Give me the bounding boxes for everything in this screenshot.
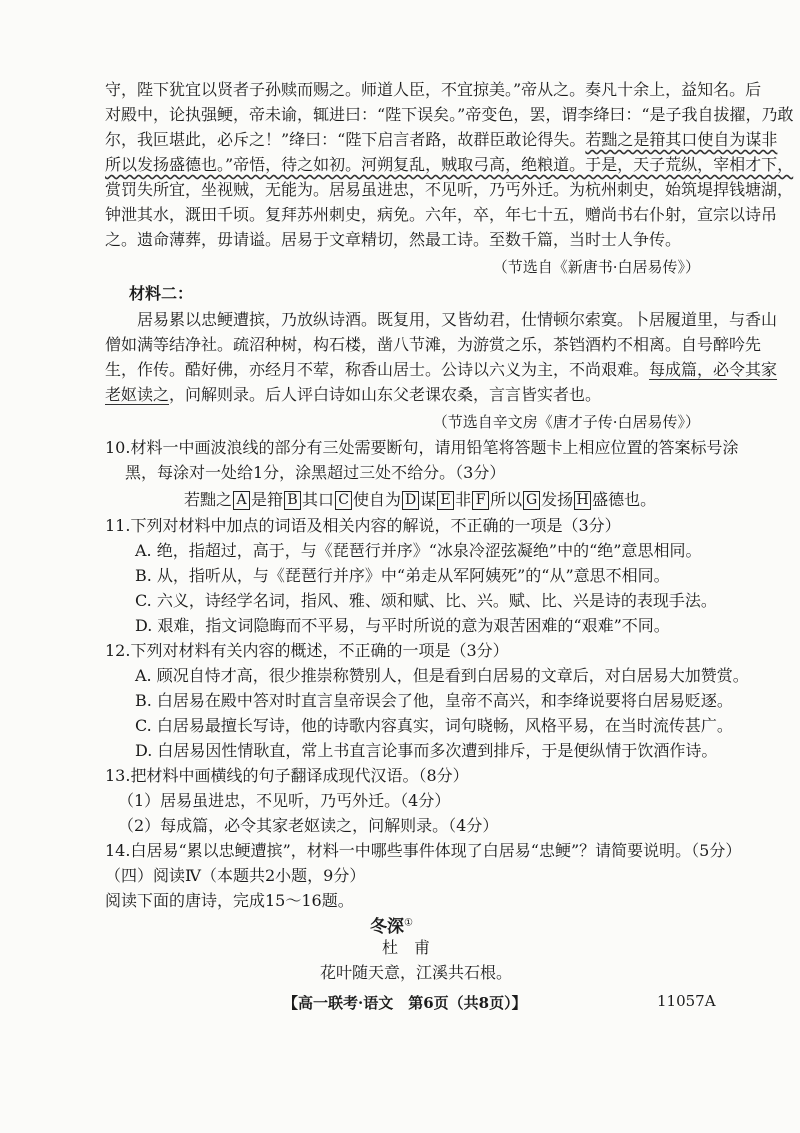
material2-line-3 [105,359,777,381]
material2-line-2: 僧如满等结净社。疏沼种树，构石楼，凿八节滩，为游赏之乐，茶铛酒杓不相离。自号醉吟先 [105,335,762,354]
q11-option-b: B. 从，指听从，与《琵琶行并序》中“弟走从军阿姨死”的“从”意思不相同。 [135,566,670,585]
q10-seg: 非 [455,490,472,509]
q12-option-d: D. 白居易因性情耿直，常上书直言论事而多次遭到排斥，于是便纵情于饮酒作诗。 [135,741,718,760]
wavy-underlined-part-2: 所以发扬盛德也。”帝悟，待之如初。河朔复乱，贼取弓高，绝粮道。于是，天子荒纵，宰相才下， [105,155,794,174]
source-1: （节选自《新唐书·白居易传》） [492,258,700,276]
q14: 14.白居易“累以忠鲠遭摈”，材料一中哪些事件体现了白居易“忠鲠”？请简要说明。（5分） [105,841,742,860]
section-4-heading: （四）阅读Ⅳ（本题共2小题，9分） [105,866,366,885]
poem-title-text: 冬深 [370,917,404,937]
material2-line-3-text: 生，作传。酷好佛，亦经月不荤，称香山居士。公诗以六义为主，不尚艰难。 [105,360,650,379]
q10-seg: 若黜之 [184,490,233,509]
q11-option-c: C. 六义，诗经学名词，指风、雅、颂和赋、比、兴。赋、比、兴是诗的表现手法。 [135,591,717,610]
underlined-sentence-b: 老妪读之 [105,385,170,404]
q10-box-h: H [574,491,591,510]
poem-title [370,912,413,937]
q11-stem: 11.下列对材料中加点的词语及相关内容的解说，不正确的一项是（3分） [105,516,621,535]
q13-item-2: （2）每成篇，必令其家老妪读之，问解则录。（4分） [118,816,499,835]
q10-line-2: 黑，每涂对一处给1分，涂黑超过三处不给分。（3分） [125,463,506,482]
material1-line-3 [105,129,777,151]
q10-sentence [184,489,656,511]
material2-line-1: 居易累以忠鲠遭摈，乃放纵诗酒。既复用，又皆幼君，仕情顿尔索寞。卜居履道里，与香山 [137,310,778,329]
q10-seg: 盛德也。 [592,490,657,509]
q10-box-e: E [437,491,454,510]
material1-line-1: 守，陛下犹宜以贤者子孙赎而赐之。师道人臣，不宜掠美。”帝从之。奏凡十余上，益知名。后 [105,80,762,99]
material2-line-4 [105,384,601,406]
q12-option-c: C. 白居易最擅长写诗，他的诗歌内容真实，词句晓畅，风格平易，在当时流传甚广。 [135,716,733,735]
material2-line-4-text: ，问解则录。后人评白诗如山东父老课农桑，言言皆实者也。 [169,385,602,404]
material1-line-3-text: 尔，我叵堪此，必斥之！”绛曰：“陛下启言者路，故群臣敢论得失。 [105,130,586,149]
q12-option-b: B. 白居易在殿中答对时直言皇帝误会了他，皇帝不高兴，和李绛说要将白居易贬逐。 [135,691,733,710]
material1-line-6: 钟泄其水，溉田千顷。复拜苏州刺史，病免。六年，卒，年七十五，赠尚书右仆射，宣宗以诗吊 [105,205,778,224]
q11-option-a: A. 绝，指超过，高于，与《琵琶行并序》“冰泉冷涩弦凝绝”中的“绝”意思相同。 [135,541,702,560]
material2-heading: 材料二： [129,284,194,303]
q11-option-d: D. 艰难，指文词隐晦而不平易，与平时所说的意为艰苦困难的“艰难”不同。 [135,616,670,635]
material1-line-5: 赏罚失所宜，坐视贼，无能为。居易虽进忠，不见听，乃丐外迁。为杭州刺史，始筑堤捍钱塘湖， [105,180,794,199]
q10-seg: 是箝 [251,490,284,509]
q10-box-g: G [523,491,540,510]
q10-box-a: A [233,491,250,510]
poem-author: 杜 甫 [382,938,431,957]
underlined-sentence-a: 每成篇，必令其家 [649,360,778,379]
q10-box-c: C [335,491,352,510]
material1-line-2: 对殿中，论执强鲠，帝未谕，辄进曰：“陛下误矣。”帝变色，罢，谓李绛曰：“是子我自拔擢，乃敢 [105,105,794,124]
reading-instruction: 阅读下面的唐诗，完成15～16题。 [105,891,354,910]
q10-box-b: B [284,491,301,510]
q10-seg: 发扬 [541,490,574,509]
page-footer: 【高一联考·语文 第6页（共8页）】 [283,994,527,1012]
q10-line-1: 10.材料一中画波浪线的部分有三处需要断句，请用铅笔将答题卡上相应位置的答案标号涂 [105,438,739,457]
q10-seg: 谋 [420,490,437,509]
q10-seg: 其口 [302,490,335,509]
q10-box-d: D [402,491,419,510]
material1-line-7: 之。遗命薄葬，毋请谥。居易于文章精切，然最工诗。至数千篇，当时士人争传。 [105,230,682,249]
wavy-underlined-part: 若黜之是箝其口使自为谋非 [585,130,778,149]
q10-seg: 使自为 [353,490,402,509]
footnote-marker: ① [404,917,413,929]
q12-option-a: A. 顾况自恃才高，很少推崇称赞别人，但是看到白居易的文章后，对白居易大加赞赏。 [135,666,749,685]
q13-item-1: （1）居易虽进忠，不见听，乃丐外迁。（4分） [118,791,451,810]
q13-stem: 13.把材料中画横线的句子翻译成现代汉语。（8分） [105,766,469,785]
poem-line-1: 花叶随天意，江溪共石根。 [320,963,513,982]
exam-code: 11057A [657,992,716,1010]
material1-line-4 [105,154,793,176]
q10-seg: 所以 [490,490,523,509]
source-2: （节选自辛文房《唐才子传·白居易传》） [432,413,700,431]
q10-box-f: F [472,491,489,510]
q12-stem: 12.下列对材料有关内容的概述，不正确的一项是（3分） [105,641,509,660]
